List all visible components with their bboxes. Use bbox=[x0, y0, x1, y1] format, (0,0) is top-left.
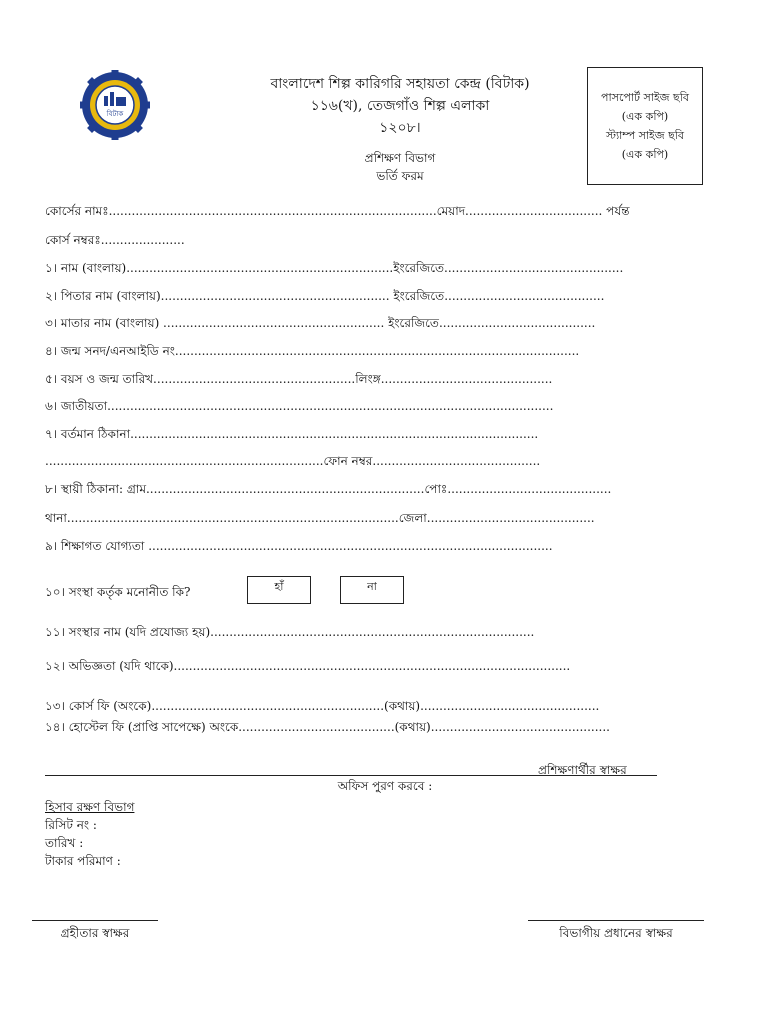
field-org-name[interactable]: ১১। সংস্থার নাম (যদি প্রযোজ্য হয়)..................................................................................... bbox=[45, 625, 535, 639]
organization-address: ১১৬(খ), তেজগাঁও শিল্প এলাকা bbox=[310, 98, 490, 114]
trainee-signature-label: প্রশিক্ষণার্থীর স্বাক্ষর bbox=[538, 763, 627, 777]
field-age-dob-gender[interactable]: ৫। বয়স ও জন্ম তারিখ.....................................................লিংঙ্গ............................................. bbox=[45, 372, 553, 386]
photo-stamp-label: স্ট্যাম্প সাইজ ছবি bbox=[605, 129, 685, 142]
department-name: প্রশিক্ষণ বিভাগ bbox=[364, 151, 436, 165]
field-course-fee[interactable]: ১৩। কোর্স ফি (অংকে).............................................................(কথায়)............................................... bbox=[45, 699, 600, 713]
form-title: ভর্তি ফরম bbox=[376, 169, 424, 183]
field-father-name[interactable]: ২। পিতার নাম (বাংলায়)............................................................ ইংরেজিতে.......................................... bbox=[45, 289, 605, 303]
bitac-logo bbox=[80, 70, 150, 140]
photo-passport-copy: (এক কপি) bbox=[621, 110, 669, 123]
field-permanent-address[interactable]: ৮। স্থায়ী ঠিকানা: গ্রাম.........................................................................পোঃ........................................... bbox=[45, 482, 612, 496]
receiver-signature-label: গ্রহীতার স্বাক্ষর bbox=[60, 926, 130, 940]
field-course-name[interactable]: কোর্সের নামঃ......................................................................................মেয়াদ.................................... পর্যন্ত bbox=[45, 204, 630, 218]
head-signature-label: বিভাগীয় প্রধানের স্বাক্ষর bbox=[559, 926, 673, 940]
field-birth-reg-nid[interactable]: ৪। জন্ম সনদ/এনআইডি নং.......................................................................................................... bbox=[45, 344, 580, 358]
no-checkbox[interactable]: না bbox=[340, 576, 404, 604]
photo-passport-label: পাসপোর্ট সাইজ ছবি bbox=[601, 91, 689, 104]
field-experience[interactable]: ১২। অভিজ্ঞতা (যদি থাকে)........................................................................................................ bbox=[45, 659, 571, 673]
head-signature-line bbox=[528, 920, 704, 921]
field-present-address[interactable]: ৭। বর্তমান ঠিকানা........................................................................................................... bbox=[45, 427, 539, 441]
field-course-number[interactable]: কোর্স নম্বরঃ...................... bbox=[45, 233, 185, 247]
field-name[interactable]: ১। নাম (বাংলায়)......................................................................ইংরেজিতে............................................... bbox=[45, 261, 624, 275]
yes-checkbox[interactable]: হাঁ bbox=[247, 576, 311, 604]
field-nationality[interactable]: ৬। জাতীয়তা..................................................................................................................... bbox=[45, 399, 554, 413]
organization-postcode: ১২০৮। bbox=[379, 120, 421, 136]
photo-stamp-copy: (এক কপি) bbox=[621, 148, 669, 161]
office-section-title: অফিস পুরণ করবে : bbox=[337, 779, 433, 793]
logo-text: বিটাক bbox=[106, 110, 124, 118]
amount-field[interactable]: টাকার পরিমাণ : bbox=[45, 854, 121, 868]
field-hostel-fee[interactable]: ১৪। হোস্টেল ফি (প্রাপ্তি সাপেক্ষে) অংকে.........................................(কথায়)............................................... bbox=[45, 720, 610, 734]
organization-name: বাংলাদেশ শিল্প কারিগরি সহায়তা কেন্দ্র (বিটাক) bbox=[270, 76, 530, 92]
receiver-signature-line bbox=[32, 920, 158, 921]
office-date-field[interactable]: তারিখ : bbox=[45, 836, 84, 850]
signature-divider bbox=[45, 775, 657, 776]
field-mother-name[interactable]: ৩। মাতার নাম (বাংলায়) .......................................................... ইংরেজিতে......................................... bbox=[45, 316, 596, 330]
photo-box bbox=[587, 67, 703, 185]
field-education[interactable]: ৯। শিক্ষাগত যোগ্যতা .......................................................................................................... bbox=[45, 539, 553, 553]
receipt-number-field[interactable]: রিসিট নং : bbox=[45, 818, 97, 832]
nominated-question: ১০। সংস্থা কর্তৃক মনোনীত কি? bbox=[45, 585, 191, 599]
accounts-section-heading: হিসাব রক্ষণ বিভাগ bbox=[45, 800, 135, 814]
field-phone[interactable]: .........................................................................ফোন নম্বর............................................ bbox=[45, 454, 541, 468]
field-thana-district[interactable]: থানা.......................................................................................জেলা............................................ bbox=[45, 511, 595, 525]
